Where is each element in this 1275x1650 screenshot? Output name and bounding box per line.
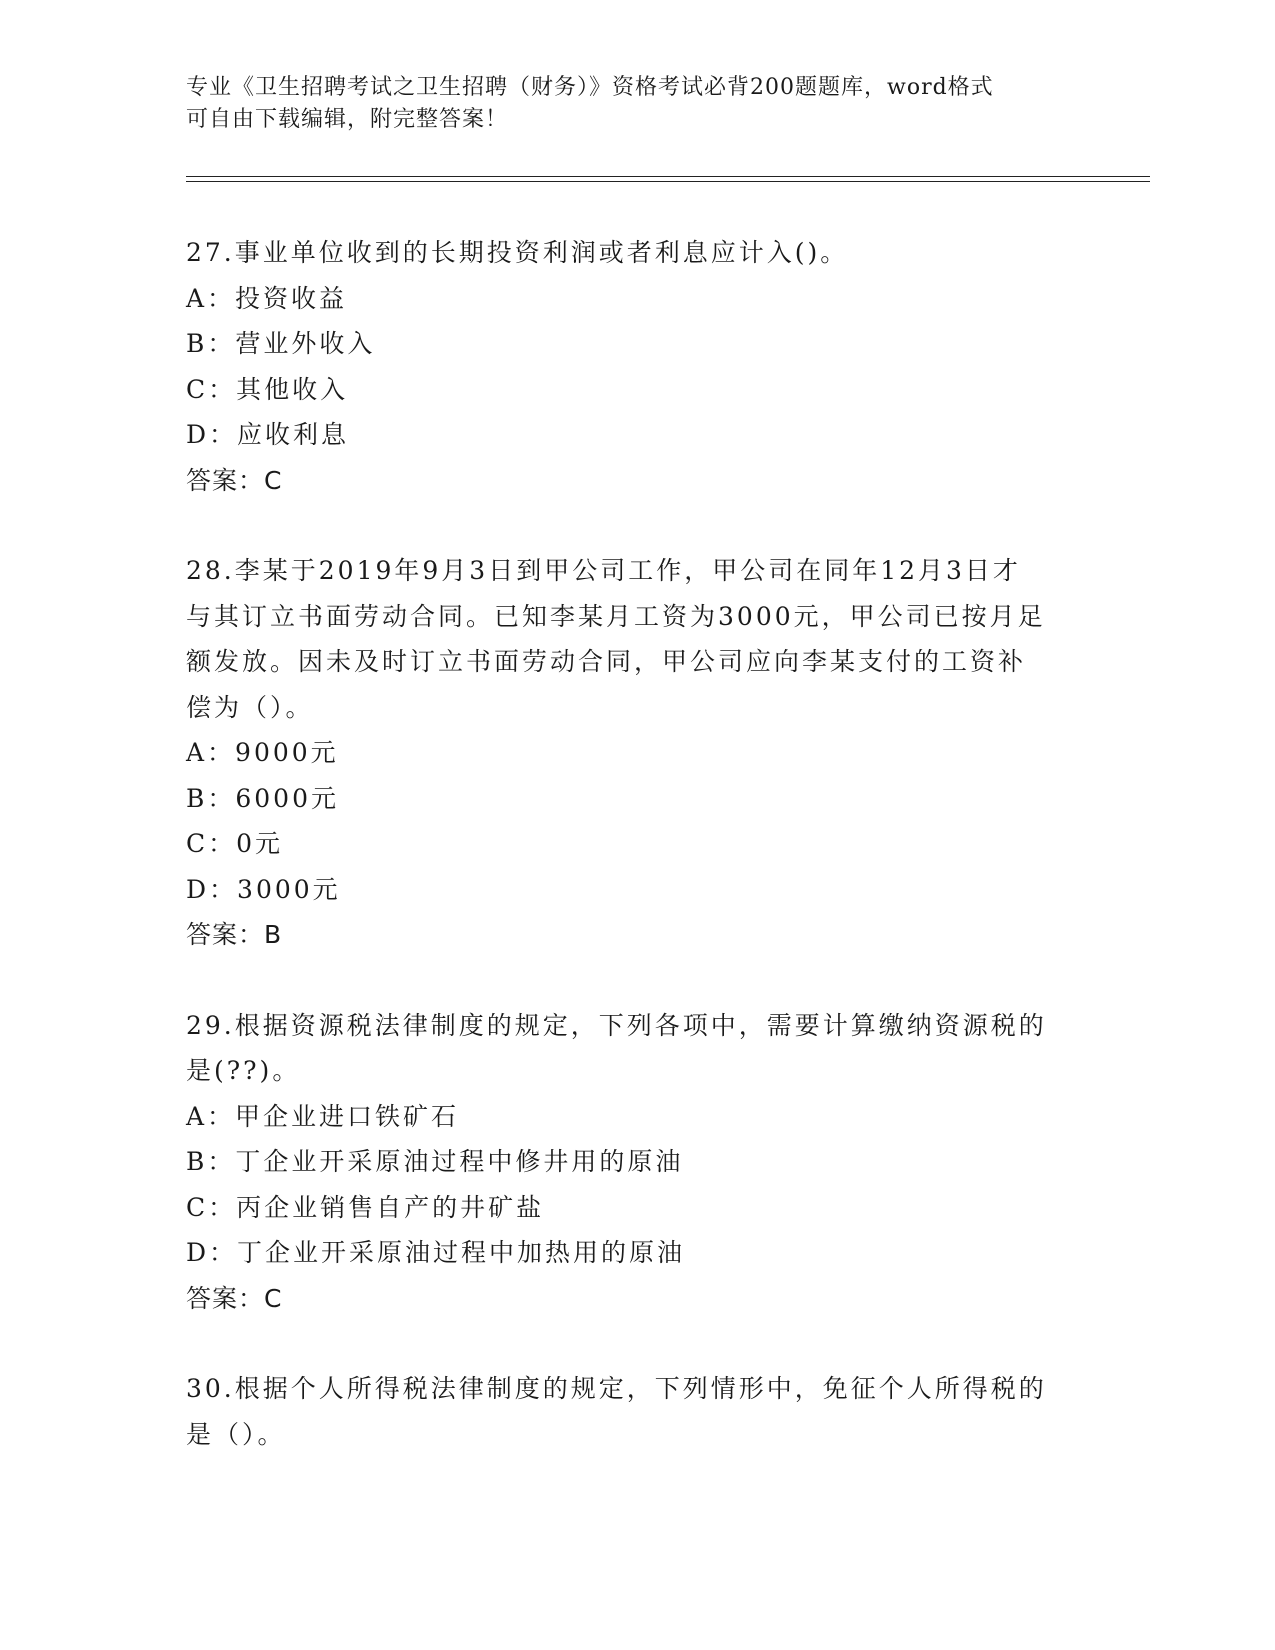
option-a: A：9000元 [186,738,339,767]
option-c: C：丙企业销售自产的井矿盐 [186,1192,545,1222]
document-header [186,72,1086,136]
question-27 [186,230,1086,503]
question-stem-line: 27.事业单位收到的长期投资利润或者利息应计入()。 [186,238,849,267]
option-b: B：丁企业开采原油过程中修井用的原油 [186,1147,684,1176]
header-line-2: 可自由下载编辑，附完整答案！ [186,107,509,132]
question-stem [186,1003,1086,1094]
header-divider-bottom [186,181,1150,182]
answer-label: 答案：C [186,465,283,495]
question-29 [186,1003,1086,1322]
question-stem-line: 与其订立书面劳动合同。已知李某月工资为3000元，甲公司已按月足 [186,601,1046,631]
question-stem-line: 是(??)。 [186,1056,301,1085]
header-divider-top [186,176,1150,177]
option-a: A：甲企业进口铁矿石 [186,1101,460,1131]
question-stem-line: 28.李某于2019年9月3日到甲公司工作，甲公司在同年12月3日才 [186,556,1021,585]
question-stem [186,548,1086,730]
question-30 [186,1366,1086,1457]
option-d: D：应收利息 [186,420,350,449]
question-stem-line: 额发放。因未及时订立书面劳动合同，甲公司应向李某支付的工资补 [186,647,1027,676]
answer-label: 答案：C [186,1283,283,1313]
option-c: C：其他收入 [186,374,349,404]
question-stem [186,230,1086,276]
option-d: D：丁企业开采原油过程中加热用的原油 [186,1238,686,1267]
question-list [186,230,1086,1502]
answer-label: 答案：B [186,920,283,949]
question-stem [186,1366,1086,1457]
option-d: D：3000元 [186,874,341,904]
question-stem-line: 29.根据资源税法律制度的规定，下列各项中，需要计算缴纳资源税的 [186,1010,1047,1040]
header-line-1: 专业《卫生招聘考试之卫生招聘（财务）》资格考试必背200题题库，word格式 [186,75,994,100]
option-b: B：营业外收入 [186,329,376,358]
question-28 [186,548,1086,958]
option-a: A：投资收益 [186,283,348,313]
question-stem-line: 30.根据个人所得税法律制度的规定，下列情形中，免征个人所得税的 [186,1374,1047,1403]
question-stem-line: 偿为（）。 [186,692,314,722]
question-stem-line: 是（）。 [186,1419,286,1449]
option-b: B：6000元 [186,783,339,813]
option-c: C：0元 [186,829,284,858]
